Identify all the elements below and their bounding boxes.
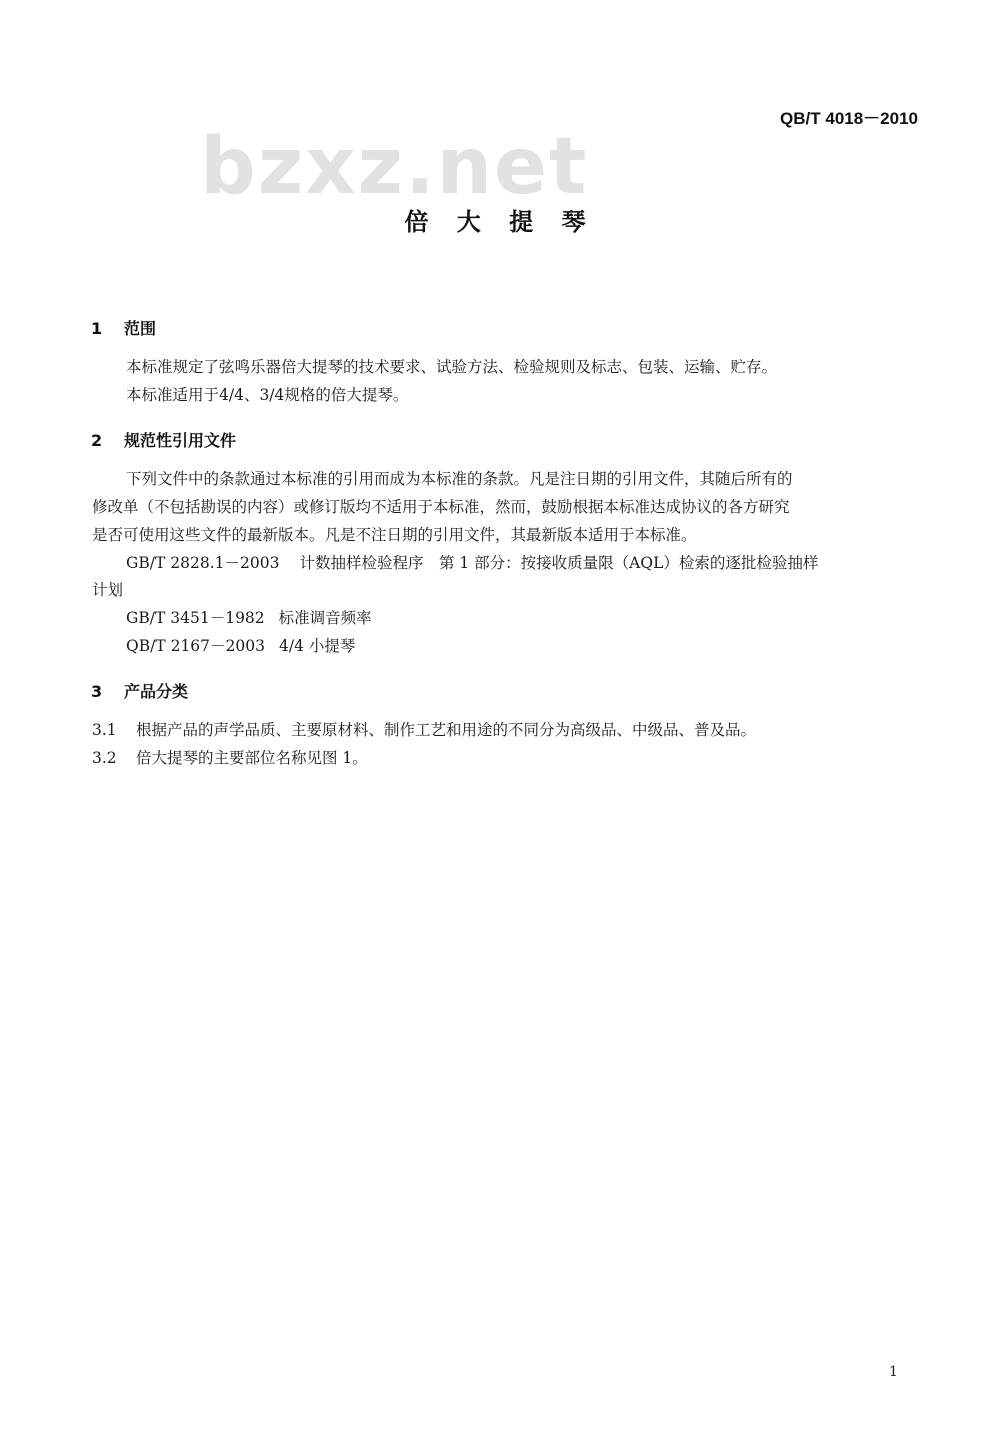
reference-title: 4/4 小提琴 [278,637,356,655]
clause-number: 3.1 [92,721,117,739]
reference-code: QB/T 2167－2003 [126,637,265,655]
reference-1-continuation: 计划 [92,581,124,599]
paragraph-scope: 本标准规定了弦鸣乐器倍大提琴的技术要求、试验方法、检验规则及标志、包装、运输、贮存。 [126,358,778,376]
clause-number: 3.2 [92,749,117,767]
section-number: 2 [91,431,103,450]
document-code: QB/T 4018－2010 [780,109,918,128]
clause-3-2 [92,747,920,770]
reference-3 [126,635,920,658]
clause-text: 根据产品的声学品质、主要原材料、制作工艺和用途的不同分为高级品、中级品、普及品。 [136,721,757,739]
clause-3-1 [92,719,920,742]
section-number: 1 [91,319,103,338]
section-2-heading [91,428,236,451]
section-title: 范围 [124,319,157,338]
section-3-heading [91,679,188,702]
intro-line-2: 修改单（不包括勘误的内容）或修订版均不适用于本标准，然而，鼓励根据本标准达成协议的各方研究 [92,498,790,516]
page-number: 1 [889,1364,898,1380]
watermark: bzxz.net [200,122,589,212]
reference-title: 标准调音频率 [278,609,372,627]
reference-code: GB/T 2828.1－2003 [126,554,280,572]
reference-code: GB/T 3451－1982 [126,609,265,627]
reference-2 [126,607,920,630]
intro-line-1: 下列文件中的条款通过本标准的引用而成为本标准的条款。凡是注日期的引用文件，其随后所有的 [126,470,793,488]
paragraph-applicability: 本标准适用于4/4、3/4规格的倍大提琴。 [126,386,409,404]
intro-line-3: 是否可使用这些文件的最新版本。凡是不注日期的引用文件，其最新版本适用于本标准。 [92,526,697,544]
reference-title: 计数抽样检验程序 第 1 部分：按接收质量限（AQL）检索的逐批检验抽样 [299,554,819,572]
document-title: 倍 大 提 琴 [404,208,596,236]
reference-1 [126,552,920,575]
section-1-heading [91,316,156,339]
clause-text: 倍大提琴的主要部位名称见图 1。 [136,749,368,767]
section-number: 3 [91,682,103,701]
section-title: 产品分类 [124,682,189,701]
section-title: 规范性引用文件 [124,431,237,450]
